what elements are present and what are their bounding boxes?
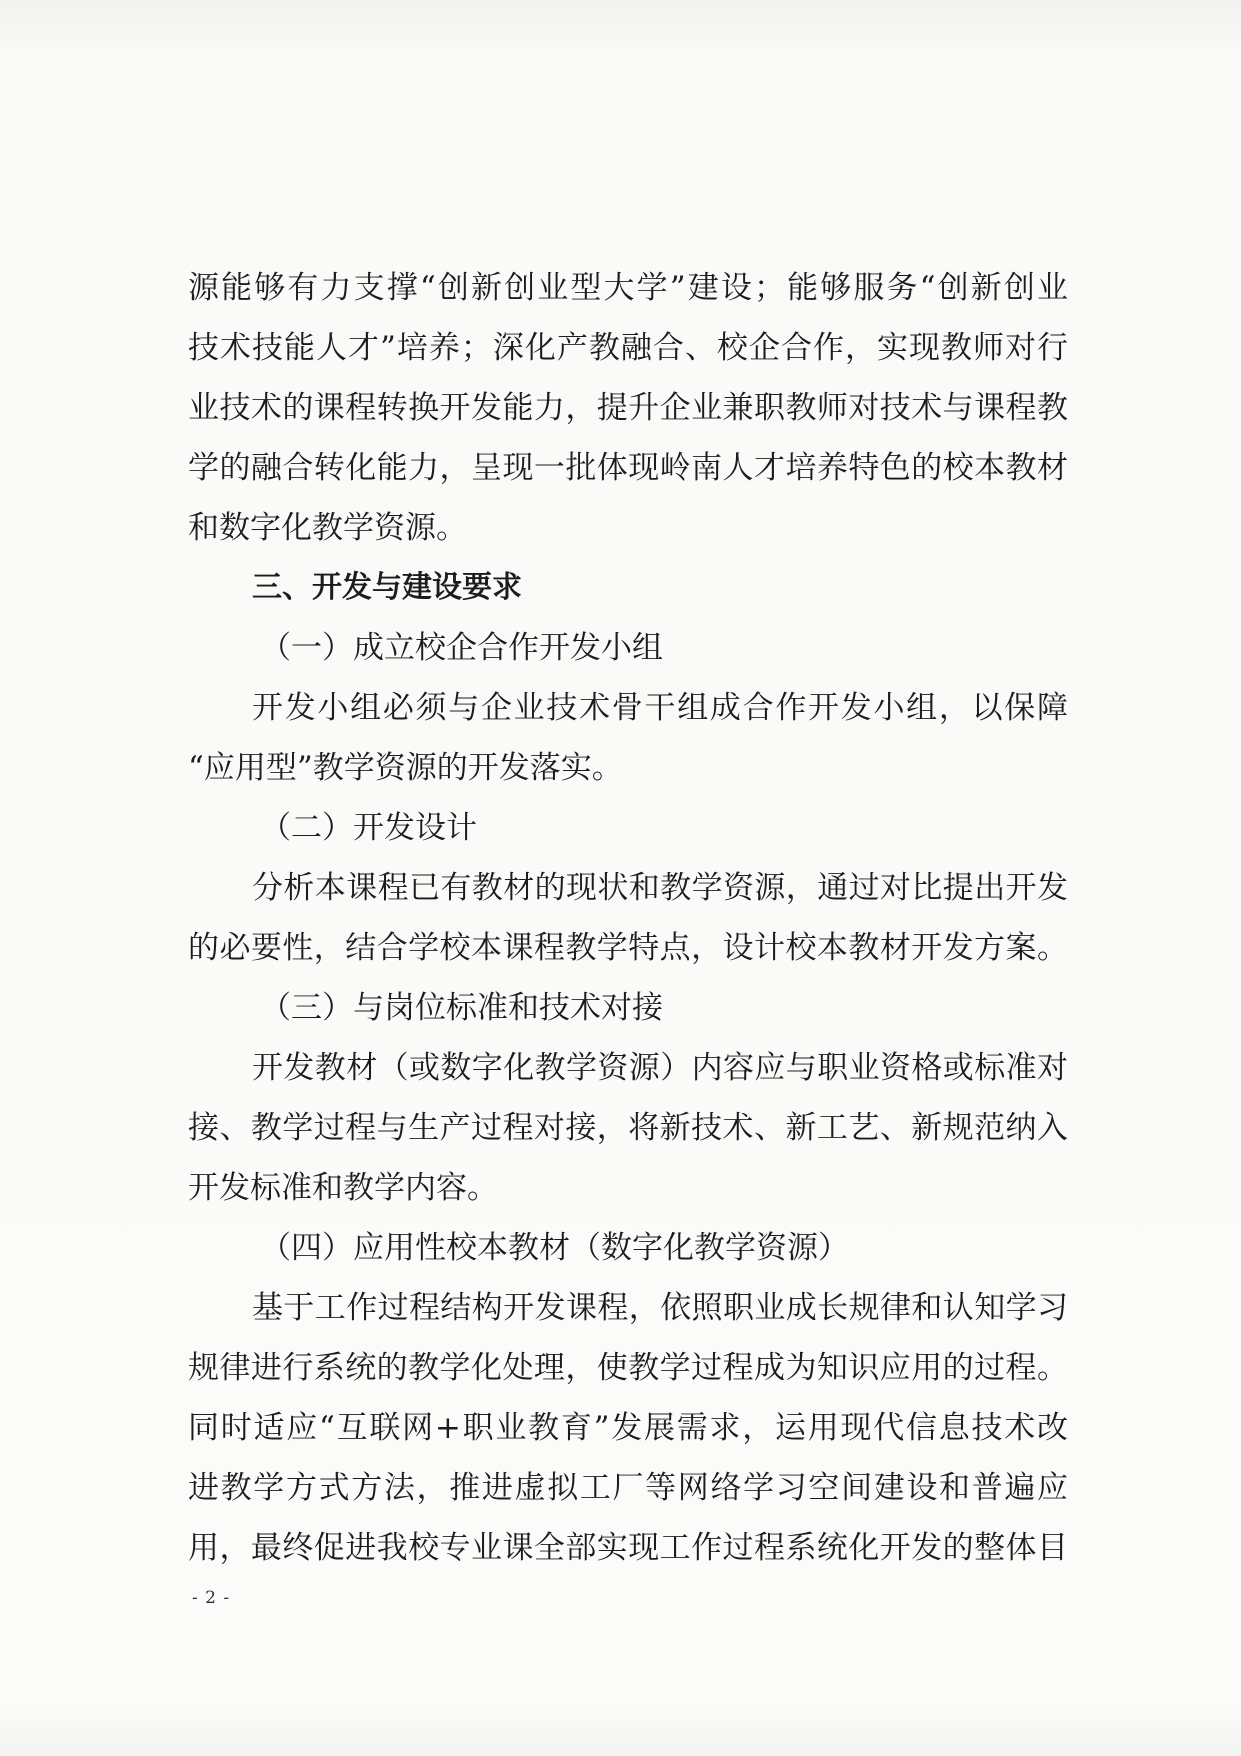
subsection-heading: （四）应用性校本教材（数字化教学资源） [260,1230,849,1266]
section-heading: 三、开发与建设要求 [252,570,522,605]
paragraph-line: 学的融合转化能力，呈现一批体现岭南人才培养特色的校本教材 [188,450,1068,486]
page-number: - 2 - [192,1588,231,1608]
paragraph-line: 源能够有力支撑“创新创业型大学”建设；能够服务“创新创业 [188,270,1068,306]
paragraph-line: 分析本课程已有教材的现状和教学资源，通过对比提出开发 [252,870,1068,906]
paragraph-line: 的必要性，结合学校本课程教学特点，设计校本教材开发方案。 [188,930,1068,966]
paragraph-line: 开发小组必须与企业技术骨干组成合作开发小组，以保障 [252,690,1068,726]
paragraph-line: 业技术的课程转换开发能力，提升企业兼职教师对技术与课程教 [188,390,1068,426]
paragraph-line: 同时适应“互联网+职业教育”发展需求，运用现代信息技术改 [188,1410,1068,1446]
paragraph-line: “应用型”教学资源的开发落实。 [188,750,623,786]
paragraph-line: 和数字化教学资源。 [188,510,467,546]
subsection-heading: （一）成立校企合作开发小组 [260,630,663,666]
paragraph-line: 基于工作过程结构开发课程，依照职业成长规律和认知学习 [252,1290,1068,1326]
subsection-heading: （二）开发设计 [260,810,477,846]
paragraph-line: 技术技能人才”培养；深化产教融合、校企合作，实现教师对行 [188,330,1068,366]
paragraph-line: 用，最终促进我校专业课全部实现工作过程系统化开发的整体目 [188,1530,1068,1566]
subsection-heading: （三）与岗位标准和技术对接 [260,990,663,1026]
paragraph-line: 开发标准和教学内容。 [188,1170,498,1206]
body-text [188,258,1068,1578]
paragraph-line: 接、教学过程与生产过程对接，将新技术、新工艺、新规范纳入 [188,1110,1068,1146]
paragraph-line: 规律进行系统的教学化处理，使教学过程成为知识应用的过程。 [188,1350,1068,1386]
paragraph-line: 开发教材（或数字化教学资源）内容应与职业资格或标准对 [252,1050,1068,1086]
paragraph-line: 进教学方式方法，推进虚拟工厂等网络学习空间建设和普遍应 [188,1470,1068,1506]
